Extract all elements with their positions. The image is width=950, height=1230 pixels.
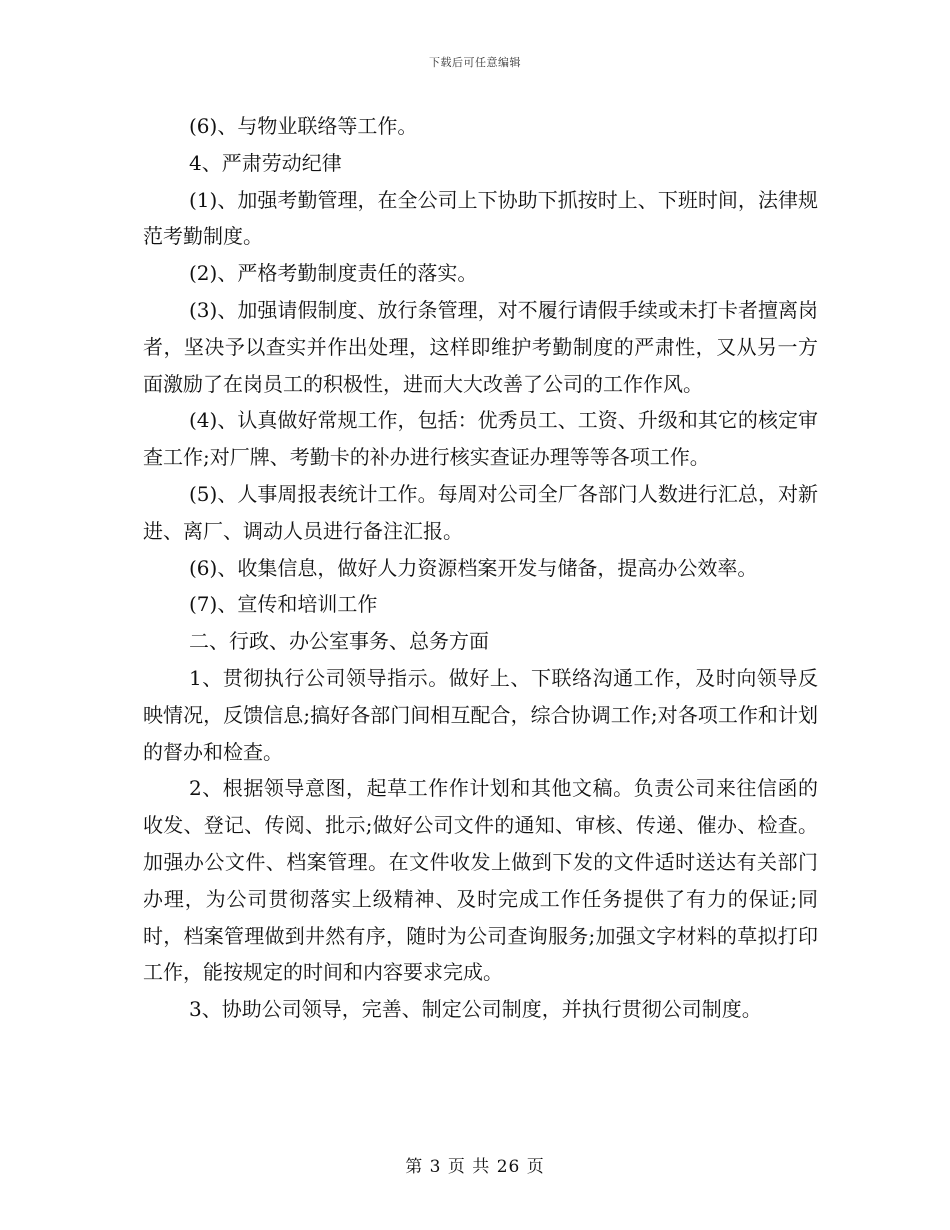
paragraph: (2)、严格考勤制度责任的落实。: [189, 261, 478, 286]
section-heading: 4、严肃劳动纪律: [189, 150, 342, 175]
paragraph: 1、贯彻执行公司领导指示。做好上、下联络沟通工作，及时向领导反映情况，反馈信息;搞好各部门间相互配合，综合协调工作;对各项工作和计划的督办和检查。: [143, 665, 818, 764]
paragraph: (5)、人事周报表统计工作。每周对公司全厂各部门人数进行汇总，对新进、离厂、调动人员进行备注汇报。: [143, 481, 818, 543]
paragraph: (1)、加强考勤管理，在全公司上下协助下抓按时上、下班时间，法律规范考勤制度。: [143, 187, 818, 249]
paragraph: 2、根据领导意图，起草工作作计划和其他文稿。负责公司来往信函的收发、登记、传阅、批示;做好公司文件的通知、审核、传递、催办、检查。加强办公文件、档案管理。在文件收发上做到下发的文件适时送达有关部门办理，为公司贯彻落实上级精神、及时完成工作任务提供了有力的保证;同时，档案管理做到井然有序，随时为公司查询服务;加强文字材料的草拟打印工作，能按规定的时间和内容要求完成。: [143, 776, 818, 985]
paragraph: (6)、收集信息，做好人力资源档案开发与储备，提高办公效率。: [189, 555, 758, 580]
page-number-footer: 第 3 页 共 26 页: [405, 1157, 545, 1177]
section-heading: 二、行政、办公室事务、总务方面: [189, 629, 489, 654]
paragraph: (4)、认真做好常规工作，包括：优秀员工、工资、升级和其它的核定审查工作;对厂牌、考勤卡的补办进行核实查证办理等等各项工作。: [143, 408, 818, 470]
page-header: 下载后可任意编辑: [429, 56, 521, 69]
document-body: [143, 108, 818, 1028]
paragraph: (3)、加强请假制度、放行条管理，对不履行请假手续或未打卡者擅离岗者，坚决予以查实并作出处理，这样即维护考勤制度的严肃性，又从另一方面激励了在岗员工的积极性，进而大大改善了公司的工作作风。: [143, 297, 818, 396]
paragraph: (6)、与物业联络等工作。: [189, 114, 418, 138]
paragraph: (7)、宣传和培训工作: [189, 592, 378, 617]
paragraph: 3、协助公司领导，完善、制定公司制度，并执行贯彻公司制度。: [189, 997, 762, 1022]
